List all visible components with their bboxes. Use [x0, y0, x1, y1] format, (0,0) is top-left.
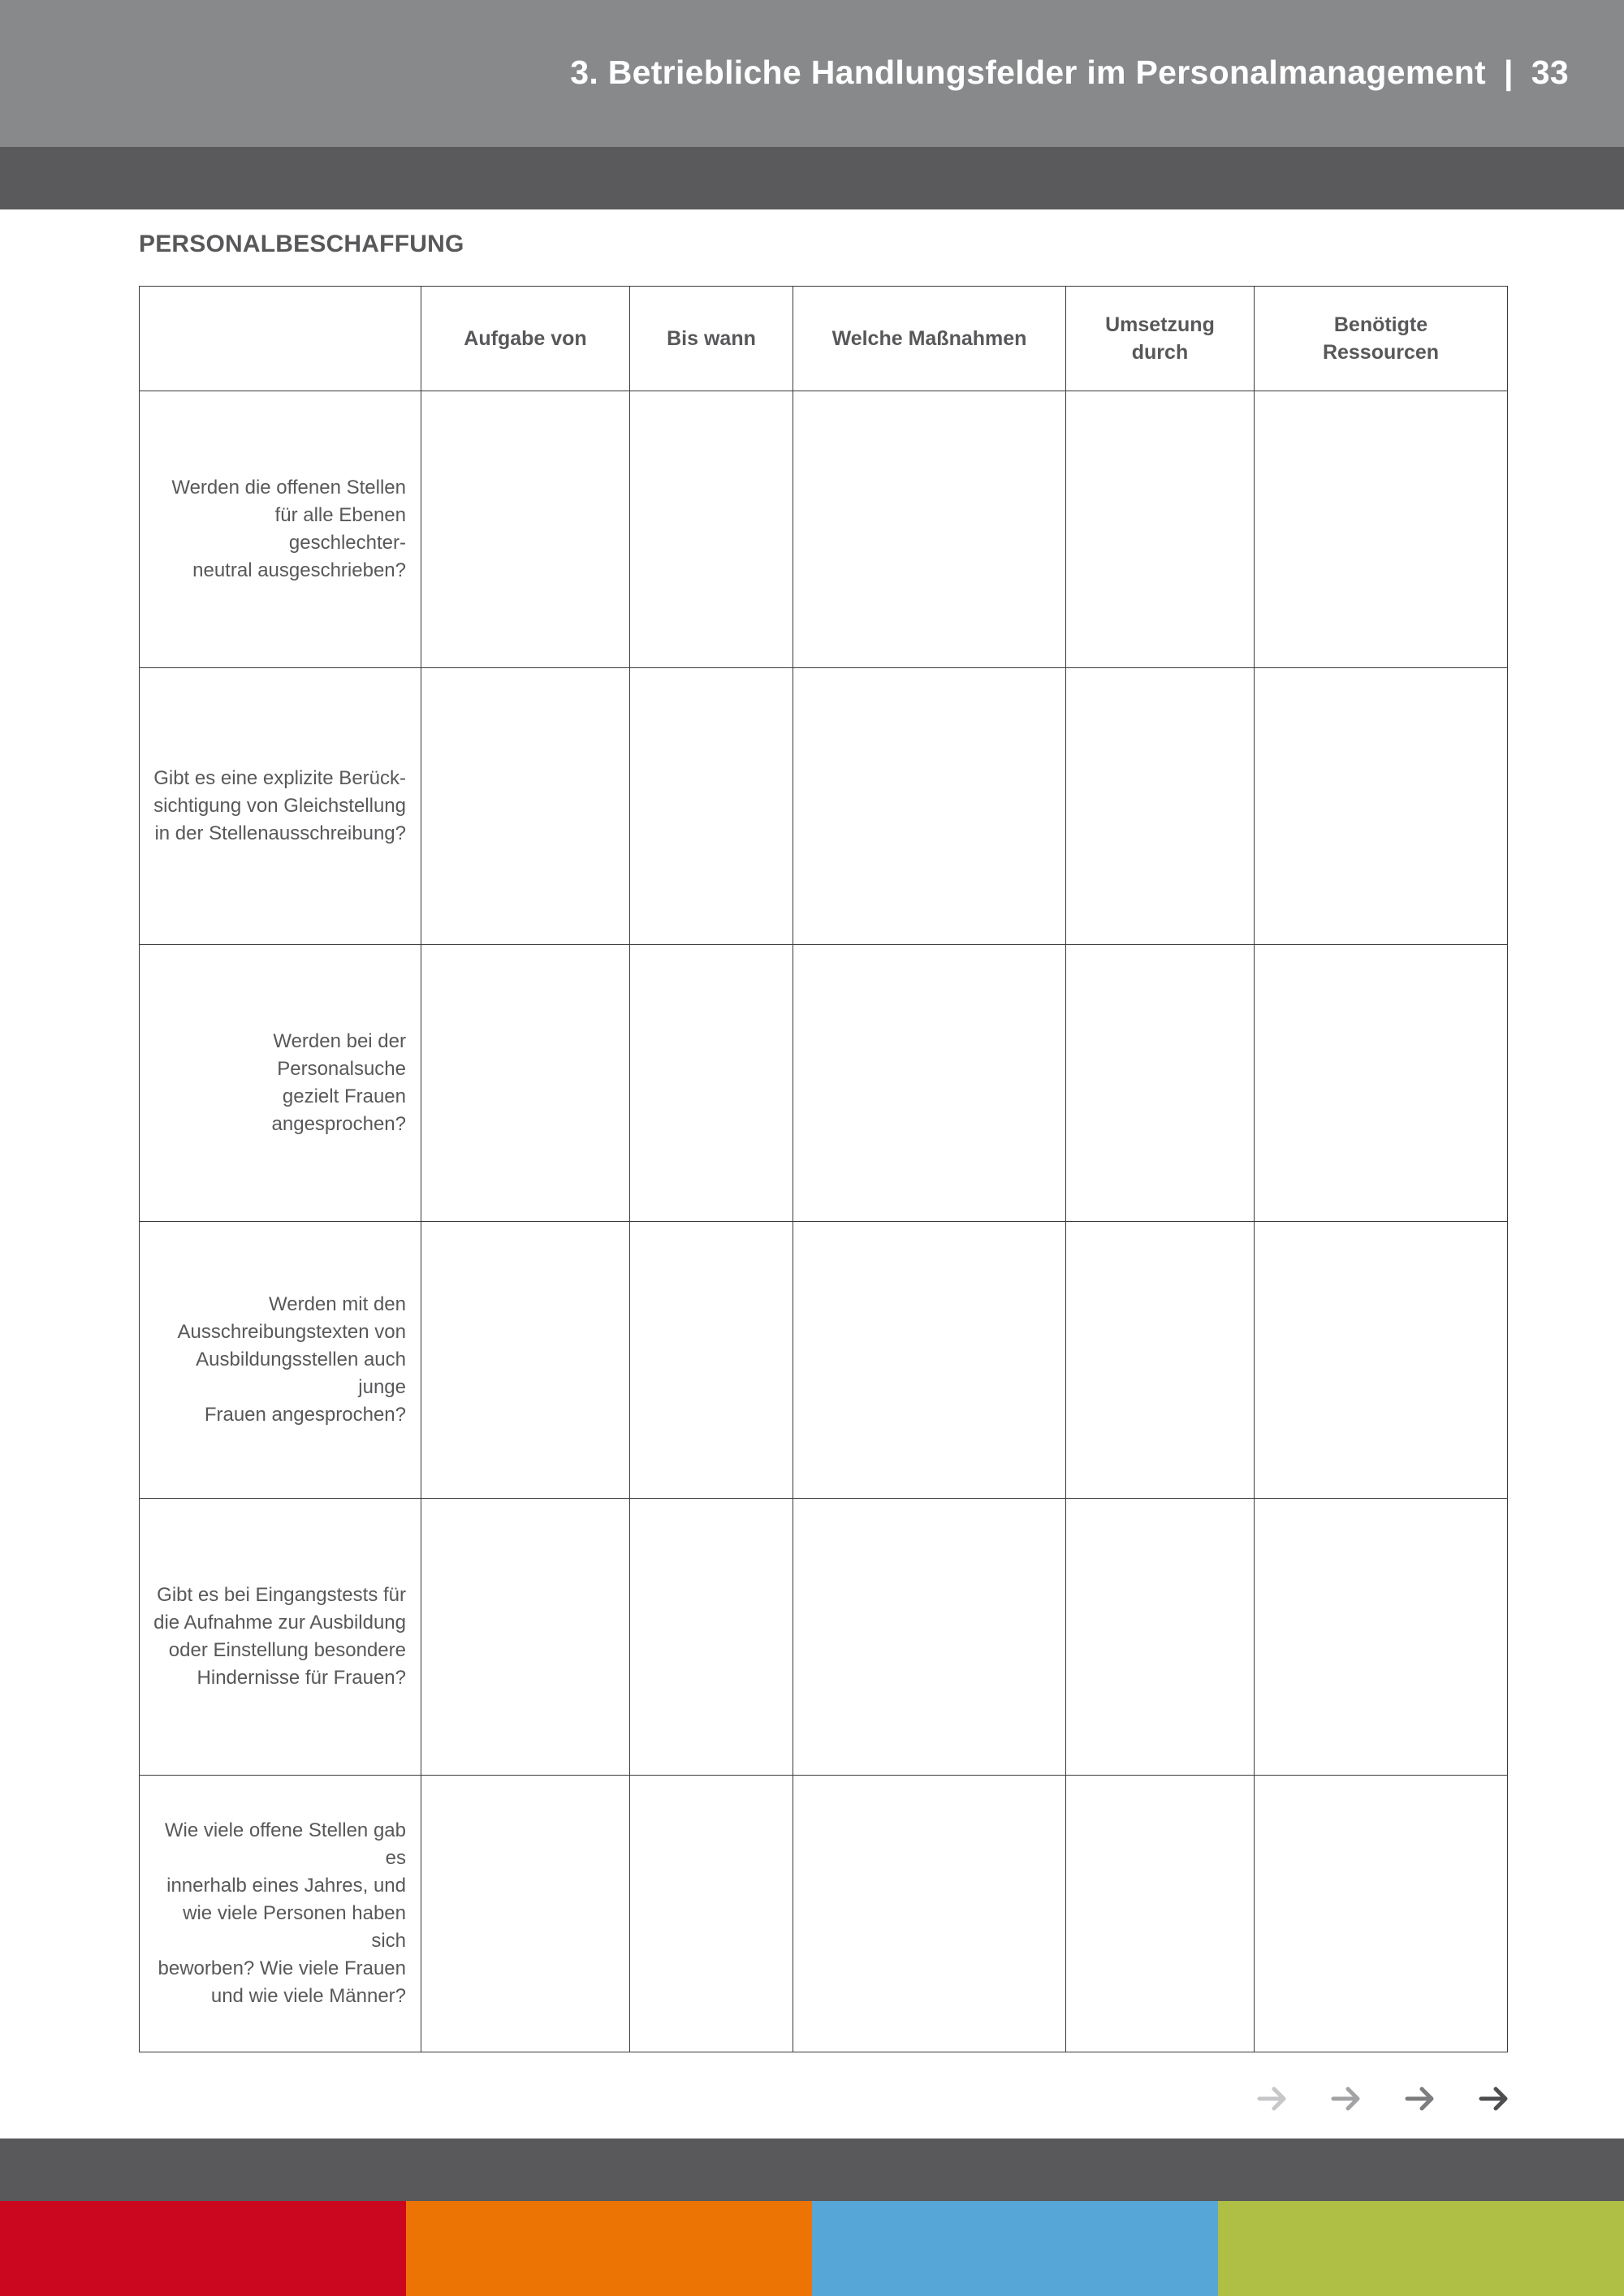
table-row — [140, 945, 1508, 1222]
header-banner — [0, 0, 1624, 147]
question-line: Ausschreibungstexten von — [177, 1321, 406, 1343]
color-bar-orange — [406, 2201, 812, 2296]
chapter-title-text: 3. Betriebliche Handlungsfelder im Personalmanagement — [570, 54, 1486, 91]
color-bar-red — [0, 2201, 406, 2296]
table-row — [140, 668, 1508, 945]
answer-cell-umsetzung-column[interactable] — [1066, 1499, 1255, 1776]
footer-band — [0, 2138, 1624, 2201]
question-line: neutral ausgeschrieben? — [192, 559, 406, 581]
column-header-line: Umsetzung — [1105, 313, 1215, 336]
answer-cell-ressourcen-column[interactable] — [1255, 668, 1508, 945]
answer-cell-bis-wann-column[interactable] — [630, 1222, 793, 1499]
answer-cell-massnahmen-column[interactable] — [793, 1776, 1066, 2052]
column-header-line: Welche Maßnahmen — [831, 327, 1027, 350]
column-header-aufgabe-von-column — [421, 287, 630, 391]
question-line: Frauen angesprochen? — [204, 1404, 406, 1426]
question-cell — [140, 668, 421, 945]
chapter-title — [570, 54, 1569, 92]
question-line: Werden bei der Personalsuche — [273, 1030, 406, 1080]
question-line: sichtigung von Gleichstellung — [153, 795, 406, 817]
answer-cell-ressourcen-column[interactable] — [1255, 945, 1508, 1222]
column-header-question-column — [140, 287, 421, 391]
column-header-line: Ressourcen — [1322, 341, 1440, 364]
arrow-right-icon — [1404, 2082, 1436, 2115]
table-row — [140, 1222, 1508, 1499]
arrow-right-icon — [1478, 2082, 1510, 2115]
question-line: Werden die offenen Stellen — [171, 477, 406, 498]
column-header-bis-wann-column — [630, 287, 793, 391]
answer-cell-ressourcen-column[interactable] — [1255, 1222, 1508, 1499]
question-cell — [140, 1499, 421, 1776]
title-separator: | — [1504, 54, 1514, 91]
question-line: Hindernisse für Frauen? — [197, 1667, 406, 1689]
column-header-line: Aufgabe von — [464, 327, 587, 350]
question-line: innerhalb eines Jahres, und — [166, 1875, 406, 1897]
page-number: 33 — [1531, 54, 1569, 91]
table-header-row — [140, 287, 1508, 391]
answer-cell-umsetzung-column[interactable] — [1066, 1222, 1255, 1499]
answer-cell-aufgabe-von-column[interactable] — [421, 1499, 630, 1776]
question-line: und wie viele Männer? — [210, 1985, 406, 2007]
answer-cell-aufgabe-von-column[interactable] — [421, 1776, 630, 2052]
header-band — [0, 147, 1624, 209]
answer-cell-ressourcen-column[interactable] — [1255, 1499, 1508, 1776]
answer-cell-ressourcen-column[interactable] — [1255, 391, 1508, 668]
question-line: oder Einstellung besondere — [168, 1639, 406, 1661]
answer-cell-umsetzung-column[interactable] — [1066, 1776, 1255, 2052]
answer-cell-massnahmen-column[interactable] — [793, 945, 1066, 1222]
answer-cell-massnahmen-column[interactable] — [793, 391, 1066, 668]
section-heading: PERSONALBESCHAFFUNG — [139, 231, 464, 257]
answer-cell-massnahmen-column[interactable] — [793, 668, 1066, 945]
page-navigation — [1256, 2082, 1510, 2115]
question-line: für alle Ebenen geschlechter- — [274, 504, 406, 554]
answer-cell-bis-wann-column[interactable] — [630, 945, 793, 1222]
table-row — [140, 1776, 1508, 2052]
question-line: beworben? Wie viele Frauen — [158, 1957, 406, 1979]
color-bar-green — [1218, 2201, 1624, 2296]
question-cell — [140, 391, 421, 668]
question-cell — [140, 1222, 421, 1499]
answer-cell-aufgabe-von-column[interactable] — [421, 391, 630, 668]
question-line: gezielt Frauen angesprochen? — [271, 1085, 406, 1135]
column-header-massnahmen-column — [793, 287, 1066, 391]
planning-table — [139, 286, 1508, 2052]
table-body — [140, 391, 1508, 2052]
answer-cell-bis-wann-column[interactable] — [630, 391, 793, 668]
answer-cell-bis-wann-column[interactable] — [630, 1499, 793, 1776]
column-header-ressourcen-column — [1255, 287, 1508, 391]
answer-cell-aufgabe-von-column[interactable] — [421, 1222, 630, 1499]
answer-cell-umsetzung-column[interactable] — [1066, 391, 1255, 668]
question-cell — [140, 1776, 421, 2052]
question-line: Wie viele offene Stellen gab es — [164, 1819, 406, 1869]
arrow-right-icon — [1330, 2082, 1363, 2115]
answer-cell-bis-wann-column[interactable] — [630, 1776, 793, 2052]
answer-cell-massnahmen-column[interactable] — [793, 1222, 1066, 1499]
question-cell — [140, 945, 421, 1222]
arrow-right-icon — [1256, 2082, 1289, 2115]
question-line: wie viele Personen haben sich — [183, 1902, 406, 1952]
question-line: Ausbildungsstellen auch junge — [196, 1349, 406, 1398]
answer-cell-bis-wann-column[interactable] — [630, 668, 793, 945]
answer-cell-umsetzung-column[interactable] — [1066, 668, 1255, 945]
column-header-line: durch — [1131, 341, 1189, 364]
question-line: Werden mit den — [269, 1293, 406, 1315]
answer-cell-aufgabe-von-column[interactable] — [421, 668, 630, 945]
question-line: die Aufnahme zur Ausbildung — [153, 1612, 406, 1634]
column-header-line: Benötigte — [1333, 313, 1428, 336]
question-line: in der Stellenausschreibung? — [154, 822, 406, 844]
question-line: Gibt es eine explizite Berück- — [153, 767, 406, 789]
question-line: Gibt es bei Eingangstests für — [157, 1584, 406, 1606]
answer-cell-umsetzung-column[interactable] — [1066, 945, 1255, 1222]
color-bar-blue — [812, 2201, 1218, 2296]
table-row — [140, 391, 1508, 668]
table-row — [140, 1499, 1508, 1776]
column-header-umsetzung-column — [1066, 287, 1255, 391]
column-header-line: Bis wann — [667, 327, 756, 350]
answer-cell-aufgabe-von-column[interactable] — [421, 945, 630, 1222]
answer-cell-ressourcen-column[interactable] — [1255, 1776, 1508, 2052]
answer-cell-massnahmen-column[interactable] — [793, 1499, 1066, 1776]
